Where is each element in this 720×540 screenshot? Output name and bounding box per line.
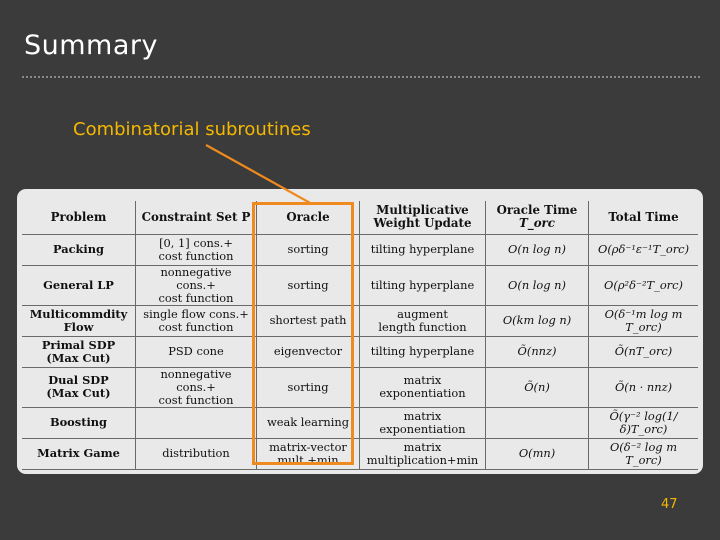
cell-mwu-line1: matrix xyxy=(403,373,442,387)
table-header-row xyxy=(22,201,698,234)
cell-problem xyxy=(22,336,136,367)
cell-mwu xyxy=(360,438,486,469)
cell-oracle: sorting xyxy=(257,234,360,265)
summary-table xyxy=(22,201,698,470)
cell-oracle: sorting xyxy=(257,265,360,305)
table-row xyxy=(22,265,698,305)
cell-total-time: O(ρ²δ⁻²T_orc) xyxy=(589,265,699,305)
table-row xyxy=(22,407,698,438)
cell-constraint-line1: nonnegative cons.+ xyxy=(160,366,232,394)
summary-table-card xyxy=(17,189,703,474)
cell-oracle: weak learning xyxy=(257,407,360,438)
cell-constraint xyxy=(136,265,257,305)
cell-oracle: shortest path xyxy=(257,305,360,336)
cell-oracle-time: O(km log n) xyxy=(486,305,589,336)
table-row xyxy=(22,234,698,265)
cell-mwu xyxy=(360,407,486,438)
cell-problem: General LP xyxy=(22,265,136,305)
cell-mwu-line1: matrix xyxy=(403,408,442,423)
cell-problem-line2: (Max Cut) xyxy=(46,386,111,400)
cell-mwu-line2: exponentiation xyxy=(379,421,466,436)
header-mwu-line2: Weight Update xyxy=(373,216,472,231)
cell-problem-line2: (Max Cut) xyxy=(46,350,111,365)
cell-mwu xyxy=(360,305,486,336)
cell-mwu-line1: matrix xyxy=(403,439,442,454)
cell-problem: Packing xyxy=(22,234,136,265)
cell-problem xyxy=(22,367,136,407)
cell-constraint-line2: cost function xyxy=(158,290,234,305)
cell-constraint-line2: cost function xyxy=(158,392,234,407)
cell-oracle: eigenvector xyxy=(257,336,360,367)
header-constraint-set xyxy=(136,201,257,234)
cell-mwu: tilting hyperplane xyxy=(360,336,486,367)
cell-oracle-time: O(mn) xyxy=(486,438,589,469)
cell-constraint-line1: nonnegative cons.+ xyxy=(160,264,232,292)
cell-oracle: sorting xyxy=(257,367,360,407)
header-mwu-line1: Multiplicative xyxy=(376,203,469,218)
header-problem: Problem xyxy=(22,201,136,234)
title-divider xyxy=(22,76,700,78)
cell-oracle-time: O(n log n) xyxy=(486,234,589,265)
cell-constraint-line2: cost function xyxy=(158,248,234,263)
header-oracle-time-line1: Oracle Time xyxy=(496,203,578,218)
slide-title: Summary xyxy=(24,30,158,61)
cell-mwu-line2: length function xyxy=(378,319,467,334)
cell-mwu-line2: multiplication+min xyxy=(366,452,479,467)
table-row xyxy=(22,336,698,367)
cell-total-time: O(ρδ⁻¹ε⁻¹T_orc) xyxy=(589,234,699,265)
cell-oracle-line1: matrix-vector xyxy=(269,439,347,454)
cell-constraint xyxy=(136,407,257,438)
cell-total-time: Õ(n · nnz) xyxy=(589,367,699,407)
cell-problem xyxy=(22,305,136,336)
cell-total-time: Õ(nT_orc) xyxy=(589,336,699,367)
cell-mwu: tilting hyperplane xyxy=(360,234,486,265)
cell-constraint xyxy=(136,234,257,265)
cell-oracle-time: Õ(nnz) xyxy=(486,336,589,367)
header-oracle-time-line2: T_orc xyxy=(519,216,555,231)
cell-constraint-line1: single flow cons.+ xyxy=(143,306,249,321)
cell-total-time: O(δ⁻² log m T_orc) xyxy=(589,438,699,469)
cell-problem-line1: Primal SDP xyxy=(41,337,116,352)
cell-problem-line1: Multicommdity xyxy=(29,306,128,321)
cell-oracle-time xyxy=(486,407,589,438)
cell-oracle-time: O(n log n) xyxy=(486,265,589,305)
cell-total-time: Õ(γ⁻² log(1/δ)T_orc) xyxy=(589,407,699,438)
cell-mwu xyxy=(360,367,486,407)
subtitle-label: Combinatorial subroutines xyxy=(73,119,311,140)
cell-constraint: PSD cone xyxy=(136,336,257,367)
cell-constraint xyxy=(136,367,257,407)
cell-oracle-line2: mult.+min xyxy=(277,452,339,467)
cell-problem-line1: Dual SDP xyxy=(48,373,109,387)
header-constraint-label: Constraint Set P xyxy=(141,209,251,224)
cell-constraint xyxy=(136,305,257,336)
header-oracle: Oracle xyxy=(257,201,360,234)
cell-mwu: tilting hyperplane xyxy=(360,265,486,305)
table-row xyxy=(22,305,698,336)
cell-problem-line2: Flow xyxy=(63,319,94,334)
cell-problem: Boosting xyxy=(22,407,136,438)
cell-problem: Matrix Game xyxy=(22,438,136,469)
cell-total-time: O(δ⁻¹m log m T_orc) xyxy=(589,305,699,336)
cell-constraint-line1: [0, 1] cons.+ xyxy=(159,235,233,250)
header-oracle-time xyxy=(486,201,589,234)
cell-constraint-line2: cost function xyxy=(158,319,234,334)
oracle-column-highlight xyxy=(252,202,354,465)
table-row xyxy=(22,438,698,469)
cell-oracle-time: Õ(n) xyxy=(486,367,589,407)
header-total-time: Total Time xyxy=(589,201,699,234)
page-number: 47 xyxy=(661,497,678,512)
cell-mwu-line1: augment xyxy=(397,306,448,321)
cell-mwu-line2: exponentiation xyxy=(379,386,466,400)
cell-constraint: distribution xyxy=(136,438,257,469)
table-row xyxy=(22,367,698,407)
header-mwu xyxy=(360,201,486,234)
